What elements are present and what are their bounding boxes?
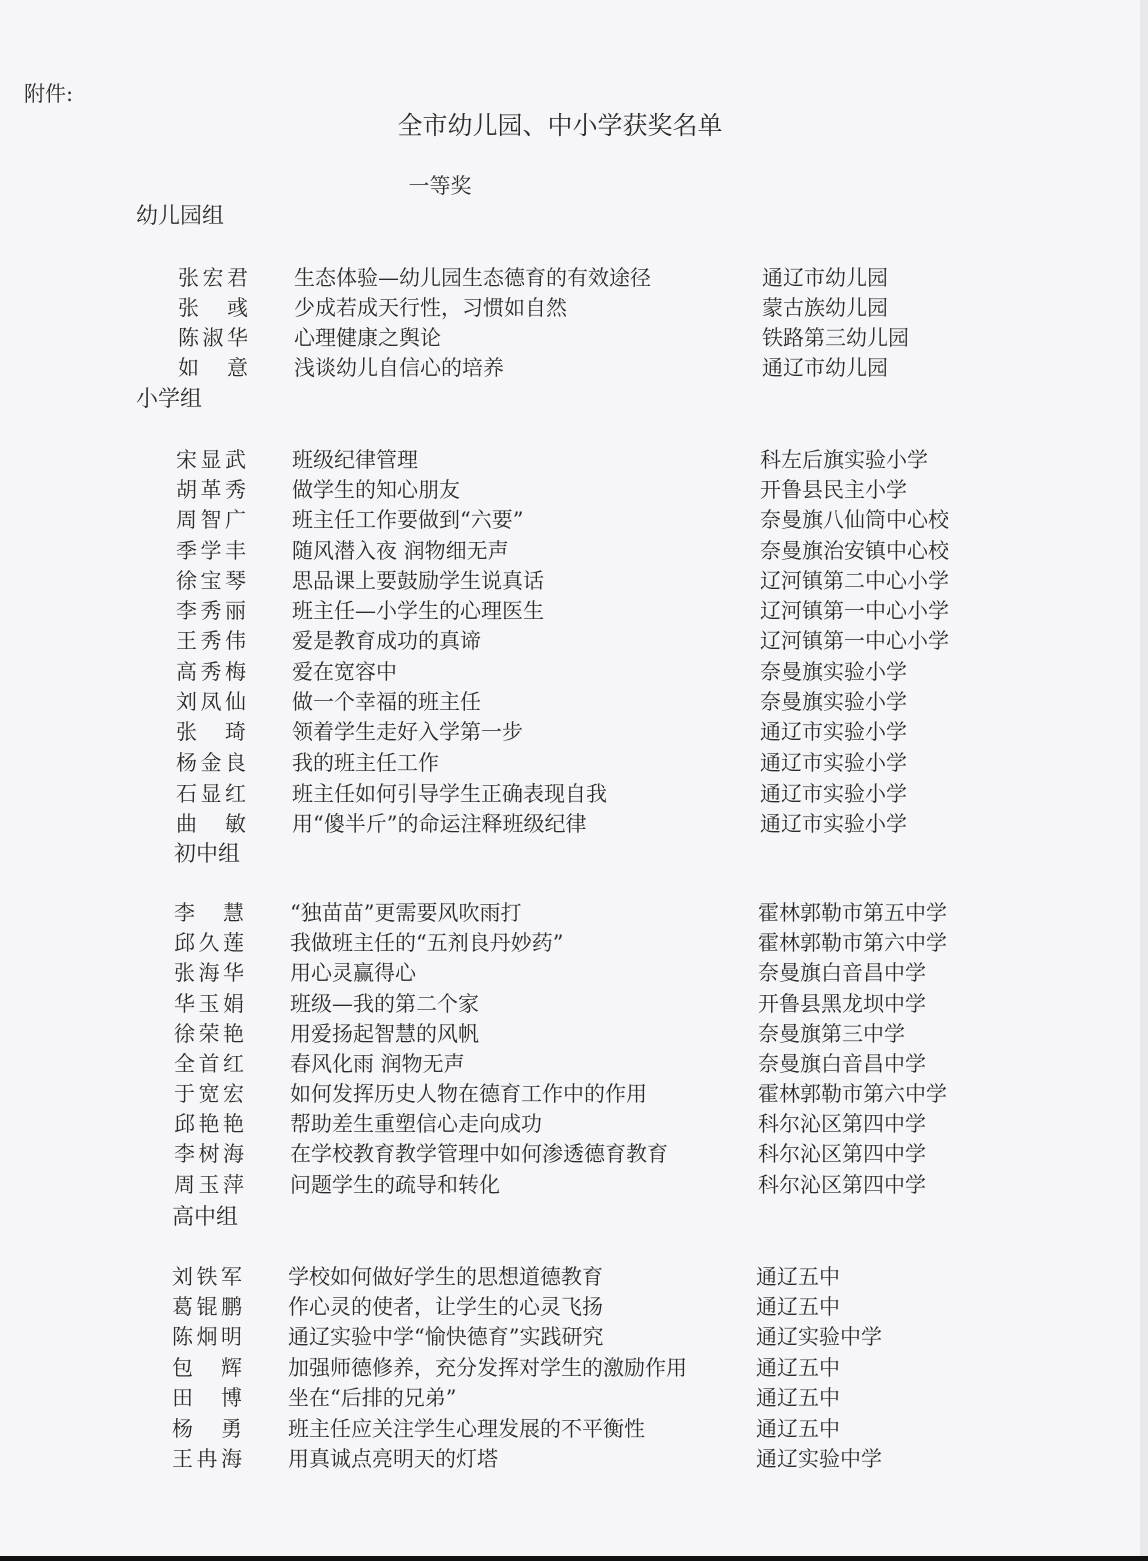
entry-name: 曲 敏 — [176, 812, 246, 836]
award-entry-row — [178, 292, 978, 322]
entry-topic: 生态体验—幼儿园生态德育的有效途径 — [294, 266, 651, 290]
entry-topic: 少成若成天行性，习惯如自然 — [294, 296, 567, 320]
entry-school: 蒙古族幼儿园 — [762, 296, 888, 320]
entry-name: 如 意 — [178, 356, 248, 380]
award-entry-row — [176, 778, 976, 808]
award-entry-row — [176, 747, 976, 777]
entry-name: 胡革秀 — [176, 478, 246, 502]
entry-name: 田 博 — [172, 1386, 242, 1410]
entry-name: 包 辉 — [172, 1356, 242, 1380]
entry-topic: 帮助差生重塑信心走向成功 — [290, 1112, 542, 1136]
entry-topic: 爱是教育成功的真谛 — [292, 629, 481, 653]
award-entry-row — [174, 1108, 974, 1138]
entry-topic: 班主任如何引导学生正确表现自我 — [292, 782, 607, 806]
entry-school: 通辽五中 — [756, 1295, 840, 1319]
entry-topic: 随风潜入夜 润物细无声 — [292, 539, 509, 563]
entry-name: 陈淑华 — [178, 326, 248, 350]
entry-topic: 心理健康之舆论 — [294, 326, 441, 350]
entry-school: 辽河镇第一中心小学 — [760, 599, 949, 623]
entry-topic: 加强师德修养，充分发挥对学生的激励作用 — [288, 1356, 687, 1380]
entry-school: 科尔沁区第四中学 — [758, 1142, 926, 1166]
entry-topic: 在学校教育教学管理中如何渗透德育教育 — [290, 1142, 668, 1166]
entry-topic: 我做班主任的“五剂良丹妙药” — [290, 931, 564, 955]
entry-school: 奈曼旗第三中学 — [758, 1022, 905, 1046]
award-entry-row — [174, 1169, 974, 1199]
award-entry-row — [176, 565, 976, 595]
entry-name: 季学丰 — [176, 539, 246, 563]
entry-topic: 浅谈幼儿自信心的培养 — [294, 356, 504, 380]
award-entry-row — [172, 1382, 972, 1412]
attachment-label: 附件: — [24, 82, 74, 106]
award-entry-row — [178, 352, 978, 382]
entry-school: 科尔沁区第四中学 — [758, 1112, 926, 1136]
award-entry-row — [176, 595, 976, 625]
entry-name: 周玉萍 — [174, 1173, 244, 1197]
award-entry-row — [176, 686, 976, 716]
entry-topic: 班主任—小学生的心理医生 — [292, 599, 544, 623]
entry-school: 开鲁县黑龙坝中学 — [758, 992, 926, 1016]
entry-school: 通辽市实验小学 — [760, 751, 907, 775]
entry-name: 张海华 — [174, 961, 244, 985]
entry-topic: 班级—我的第二个家 — [290, 992, 479, 1016]
entry-school: 霍林郭勒市第五中学 — [758, 901, 947, 925]
entry-topic: 做学生的知心朋友 — [292, 478, 460, 502]
entry-topic: 坐在“后排的兄弟” — [288, 1386, 457, 1410]
award-entry-row — [176, 716, 976, 746]
entry-name: 高秀梅 — [176, 660, 246, 684]
award-entry-row — [178, 322, 978, 352]
entry-topic: 班级纪律管理 — [292, 448, 418, 472]
entry-school: 通辽市实验小学 — [760, 812, 907, 836]
award-entry-row — [174, 988, 974, 1018]
entry-name: 张宏君 — [178, 266, 248, 290]
entry-school: 奈曼旗实验小学 — [760, 690, 907, 714]
entry-name: 宋显武 — [176, 448, 246, 472]
entry-topic: 领着学生走好入学第一步 — [292, 720, 523, 744]
award-entry-row — [176, 535, 976, 565]
award-entry-row — [172, 1413, 972, 1443]
entry-topic: 做一个幸福的班主任 — [292, 690, 481, 714]
award-entry-row — [174, 1078, 974, 1108]
entry-school: 科尔沁区第四中学 — [758, 1173, 926, 1197]
award-entry-row — [172, 1291, 972, 1321]
entry-school: 奈曼旗八仙筒中心校 — [760, 508, 949, 532]
entry-topic: 用心灵赢得心 — [290, 961, 416, 985]
entry-school: 通辽五中 — [756, 1417, 840, 1441]
entry-name: 杨 勇 — [172, 1417, 242, 1441]
entry-school: 开鲁县民主小学 — [760, 478, 907, 502]
entry-topic: 作心灵的使者，让学生的心灵飞扬 — [288, 1295, 603, 1319]
award-entry-row — [172, 1261, 972, 1291]
award-entry-row — [176, 625, 976, 655]
award-entry-row — [172, 1321, 972, 1351]
award-entry-row — [176, 808, 976, 838]
entry-name: 陈炯明 — [172, 1325, 242, 1349]
entry-topic: 思品课上要鼓励学生说真话 — [292, 569, 544, 593]
entry-school: 通辽市实验小学 — [760, 782, 907, 806]
group-heading: 初中组 — [174, 842, 241, 867]
entry-school: 奈曼旗白音昌中学 — [758, 961, 926, 985]
entry-topic: 用真诚点亮明天的灯塔 — [288, 1447, 498, 1471]
entry-school: 通辽五中 — [756, 1265, 840, 1289]
entry-name: 邱久莲 — [174, 931, 244, 955]
entry-school: 辽河镇第一中心小学 — [760, 629, 949, 653]
group-heading: 幼儿园组 — [136, 204, 225, 229]
entry-topic: 我的班主任工作 — [292, 751, 439, 775]
award-entry-row — [172, 1443, 972, 1473]
page-title: 全市幼儿园、中小学获奖名单 — [397, 111, 723, 140]
entry-school: 奈曼旗实验小学 — [760, 660, 907, 684]
entry-school: 通辽实验中学 — [756, 1447, 882, 1471]
entry-name: 葛锟鹏 — [172, 1295, 242, 1319]
entry-name: 周智广 — [176, 508, 246, 532]
entry-name: 李树海 — [174, 1142, 244, 1166]
award-entry-row — [176, 504, 976, 534]
entry-name: 徐宝琴 — [176, 569, 246, 593]
entry-name: 李 慧 — [174, 901, 244, 925]
entry-topic: 春风化雨 润物无声 — [290, 1052, 465, 1076]
entry-topic: 如何发挥历史人物在德育工作中的作用 — [290, 1082, 647, 1106]
scan-edge-right — [1140, 0, 1148, 1561]
entry-name: 张 彧 — [178, 296, 248, 320]
entry-school: 霍林郭勒市第六中学 — [758, 931, 947, 955]
entry-school: 通辽五中 — [756, 1386, 840, 1410]
entry-topic: “独苗苗”更需要风吹雨打 — [290, 901, 522, 925]
award-level-heading: 一等奖 — [408, 174, 472, 198]
entry-school: 通辽五中 — [756, 1356, 840, 1380]
entry-name: 刘铁军 — [172, 1265, 242, 1289]
entry-name: 李秀丽 — [176, 599, 246, 623]
entry-school: 辽河镇第二中心小学 — [760, 569, 949, 593]
entry-school: 奈曼旗治安镇中心校 — [760, 539, 949, 563]
award-entry-row — [176, 444, 976, 474]
entry-name: 张 琦 — [176, 720, 246, 744]
entry-school: 奈曼旗白音昌中学 — [758, 1052, 926, 1076]
award-entry-row — [174, 1048, 974, 1078]
award-entry-row — [178, 262, 978, 292]
entry-topic: 通辽实验中学“愉快德育”实践研究 — [288, 1325, 604, 1349]
entry-name: 华玉娟 — [174, 992, 244, 1016]
entry-topic: 用爱扬起智慧的风帆 — [290, 1022, 479, 1046]
award-entry-row — [174, 1138, 974, 1168]
entry-name: 王冉海 — [172, 1447, 242, 1471]
award-entry-row — [174, 957, 974, 987]
award-entry-row — [176, 474, 976, 504]
entry-school: 铁路第三幼儿园 — [762, 326, 909, 350]
entry-school: 通辽实验中学 — [756, 1325, 882, 1349]
entry-topic: 用“傻半斤”的命运注释班级纪律 — [292, 812, 587, 836]
group-heading: 小学组 — [136, 387, 203, 412]
award-entry-row — [174, 897, 974, 927]
entry-name: 石显红 — [176, 782, 246, 806]
entry-name: 全首红 — [174, 1052, 244, 1076]
award-entry-row — [174, 927, 974, 957]
entry-topic: 学校如何做好学生的思想道德教育 — [288, 1265, 603, 1289]
entry-school: 通辽市实验小学 — [760, 720, 907, 744]
entry-name: 于宽宏 — [174, 1082, 244, 1106]
award-entry-row — [176, 656, 976, 686]
entry-topic: 问题学生的疏导和转化 — [290, 1173, 500, 1197]
entry-name: 杨金良 — [176, 751, 246, 775]
entry-name: 王秀伟 — [176, 629, 246, 653]
entry-name: 刘凤仙 — [176, 690, 246, 714]
scan-edge-bottom — [0, 1556, 1148, 1561]
entry-topic: 爱在宽容中 — [292, 660, 397, 684]
entry-school: 科左后旗实验小学 — [760, 448, 928, 472]
entry-topic: 班主任应关注学生心理发展的不平衡性 — [288, 1417, 645, 1441]
award-entry-row — [172, 1352, 972, 1382]
entry-school: 通辽市幼儿园 — [762, 266, 888, 290]
group-heading: 高中组 — [172, 1205, 239, 1230]
entry-school: 通辽市幼儿园 — [762, 356, 888, 380]
entry-name: 徐荣艳 — [174, 1022, 244, 1046]
award-entry-row — [174, 1018, 974, 1048]
entry-topic: 班主任工作要做到“六要” — [292, 508, 524, 532]
entry-name: 邱艳艳 — [174, 1112, 244, 1136]
entry-school: 霍林郭勒市第六中学 — [758, 1082, 947, 1106]
